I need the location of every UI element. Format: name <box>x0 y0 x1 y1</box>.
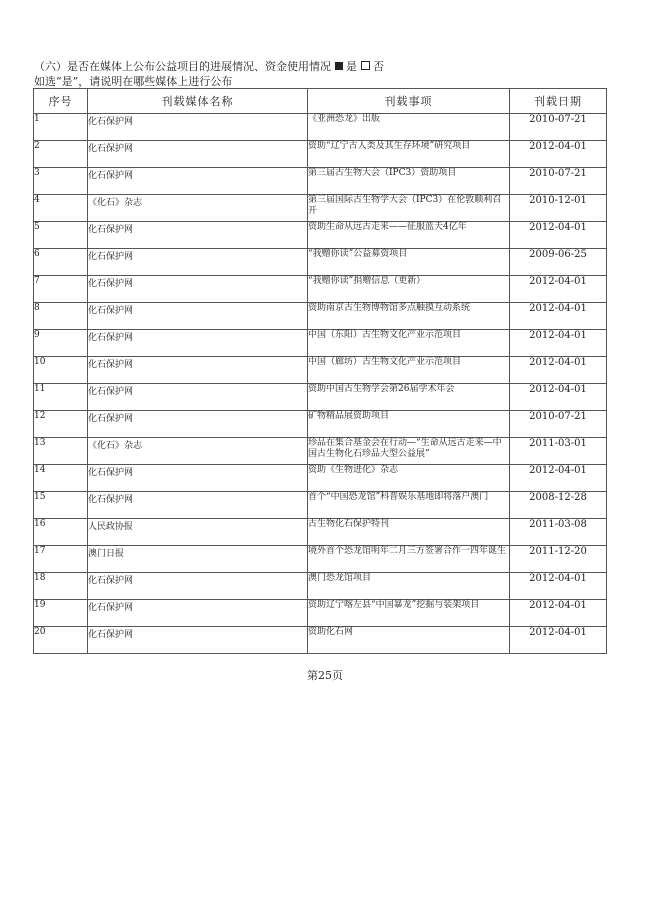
cell-no: 1 <box>34 114 88 141</box>
question-line <box>34 60 384 74</box>
cell-date: 2012-04-01 <box>510 222 607 249</box>
option-yes-label: 是 <box>346 60 357 73</box>
table-row <box>34 573 607 600</box>
cell-media-name: 化石保护网 <box>88 276 308 303</box>
cell-media-name: 化石保护网 <box>88 600 308 627</box>
table-row <box>34 627 607 654</box>
cell-item: 资助辽宁喀左县“中国暴龙”挖掘与装架项目 <box>308 600 510 627</box>
cell-date: 2010-07-21 <box>510 411 607 438</box>
cell-date: 2009-06-25 <box>510 249 607 276</box>
cell-date: 2012-04-01 <box>510 141 607 168</box>
checkbox-empty-icon <box>361 61 370 70</box>
cell-media-name: 《化石》杂志 <box>88 438 308 465</box>
cell-media-name: 《化石》杂志 <box>88 195 308 222</box>
cell-media-name: 澳门日报 <box>88 546 308 573</box>
cell-date: 2012-04-01 <box>510 276 607 303</box>
cell-item: 首个“中国恐龙馆”科普娱乐基地即将落户澳门 <box>308 492 510 519</box>
cell-item: 珍品在集合基金会在行动—“生命从远古走来—中国古生物化石珍品大型公益展” <box>308 438 510 465</box>
cell-no: 4 <box>34 195 88 222</box>
table-row <box>34 276 607 303</box>
table-row <box>34 465 607 492</box>
table-row <box>34 141 607 168</box>
cell-date: 2012-04-01 <box>510 627 607 654</box>
cell-no: 15 <box>34 492 88 519</box>
cell-date: 2011-03-08 <box>510 519 607 546</box>
table-row <box>34 195 607 222</box>
header-no: 序号 <box>34 89 88 114</box>
cell-item: 第三届古生物大会（IPC3）资助项目 <box>308 168 510 195</box>
header-media: 刊载媒体名称 <box>88 89 308 114</box>
cell-media-name: 化石保护网 <box>88 303 308 330</box>
header-item: 刊载事项 <box>308 89 510 114</box>
cell-media-name: 化石保护网 <box>88 114 308 141</box>
cell-media-name: 化石保护网 <box>88 357 308 384</box>
cell-item: 中国（东阳）古生物文化产业示范项目 <box>308 330 510 357</box>
cell-date: 2012-04-01 <box>510 600 607 627</box>
cell-item: 资助生命从远古走来——征服蓝天4亿年 <box>308 222 510 249</box>
table-row <box>34 384 607 411</box>
cell-no: 5 <box>34 222 88 249</box>
cell-item: 中国（廊坊）古生物文化产业示范项目 <box>308 357 510 384</box>
cell-media-name: 化石保护网 <box>88 168 308 195</box>
cell-media-name: 化石保护网 <box>88 573 308 600</box>
cell-no: 16 <box>34 519 88 546</box>
question-text: （六）是否在媒体上公布公益项目的进展情况、资金使用情况 <box>34 60 331 73</box>
table-row <box>34 519 607 546</box>
option-no-label: 否 <box>373 60 384 73</box>
cell-item: “我赠你读”公益募资项目 <box>308 249 510 276</box>
media-table <box>33 88 607 654</box>
cell-no: 11 <box>34 384 88 411</box>
cell-item: 资助化石网 <box>308 627 510 654</box>
header-date: 刊载日期 <box>510 89 607 114</box>
question-subtext: 如选“是”，请说明在哪些媒体上进行公布 <box>34 75 233 88</box>
cell-date: 2010-12-01 <box>510 195 607 222</box>
cell-item: 矿物精品展资助项目 <box>308 411 510 438</box>
cell-date: 2012-04-01 <box>510 303 607 330</box>
cell-item: 古生物化石保护特刊 <box>308 519 510 546</box>
cell-no: 8 <box>34 303 88 330</box>
cell-item: “我赠你读”捐赠信息（更新） <box>308 276 510 303</box>
table-row <box>34 492 607 519</box>
cell-item: 资助南京古生物博物馆多点触摸互动系统 <box>308 303 510 330</box>
cell-no: 6 <box>34 249 88 276</box>
cell-no: 14 <box>34 465 88 492</box>
cell-no: 2 <box>34 141 88 168</box>
table-row <box>34 357 607 384</box>
table-body <box>34 114 607 654</box>
cell-item: 资助中国古生物学会第26届学术年会 <box>308 384 510 411</box>
cell-media-name: 人民政协报 <box>88 519 308 546</box>
cell-date: 2011-12-20 <box>510 546 607 573</box>
cell-item: 资助《生物进化》杂志 <box>308 465 510 492</box>
table-row <box>34 438 607 465</box>
cell-date: 2008-12-28 <box>510 492 607 519</box>
cell-media-name: 化石保护网 <box>88 627 308 654</box>
table-row <box>34 330 607 357</box>
cell-date: 2012-04-01 <box>510 384 607 411</box>
cell-item: 《亚洲恐龙》出版 <box>308 114 510 141</box>
cell-no: 19 <box>34 600 88 627</box>
table-row <box>34 546 607 573</box>
cell-no: 3 <box>34 168 88 195</box>
cell-date: 2011-03-01 <box>510 438 607 465</box>
cell-date: 2012-04-01 <box>510 465 607 492</box>
table-row <box>34 303 607 330</box>
cell-date: 2010-07-21 <box>510 114 607 141</box>
cell-date: 2012-04-01 <box>510 573 607 600</box>
table-row <box>34 168 607 195</box>
table-row <box>34 411 607 438</box>
cell-media-name: 化石保护网 <box>88 330 308 357</box>
cell-item: 资助“辽宁古人类及其生存环境”研究项目 <box>308 141 510 168</box>
page-number: 第25页 <box>307 669 343 682</box>
cell-media-name: 化石保护网 <box>88 141 308 168</box>
table-header-row <box>34 89 607 114</box>
cell-no: 12 <box>34 411 88 438</box>
cell-date: 2012-04-01 <box>510 330 607 357</box>
cell-no: 7 <box>34 276 88 303</box>
cell-media-name: 化石保护网 <box>88 411 308 438</box>
cell-media-name: 化石保护网 <box>88 384 308 411</box>
cell-no: 18 <box>34 573 88 600</box>
cell-item: 第三届国际古生物学大会（IPC3）在伦敦顺利召开 <box>308 195 510 222</box>
table-row <box>34 222 607 249</box>
cell-media-name: 化石保护网 <box>88 249 308 276</box>
cell-no: 13 <box>34 438 88 465</box>
cell-media-name: 化石保护网 <box>88 492 308 519</box>
table-row <box>34 114 607 141</box>
cell-no: 9 <box>34 330 88 357</box>
cell-media-name: 化石保护网 <box>88 222 308 249</box>
cell-no: 20 <box>34 627 88 654</box>
cell-no: 10 <box>34 357 88 384</box>
cell-no: 17 <box>34 546 88 573</box>
table-row <box>34 249 607 276</box>
cell-date: 2010-07-21 <box>510 168 607 195</box>
cell-item: 澳门恐龙馆项目 <box>308 573 510 600</box>
cell-item: 境外首个恐龙馆明年二月三方签署合作一四年诞生 <box>308 546 510 573</box>
cell-media-name: 化石保护网 <box>88 465 308 492</box>
cell-date: 2012-04-01 <box>510 357 607 384</box>
table-row <box>34 600 607 627</box>
checkbox-checked-icon <box>335 62 343 70</box>
